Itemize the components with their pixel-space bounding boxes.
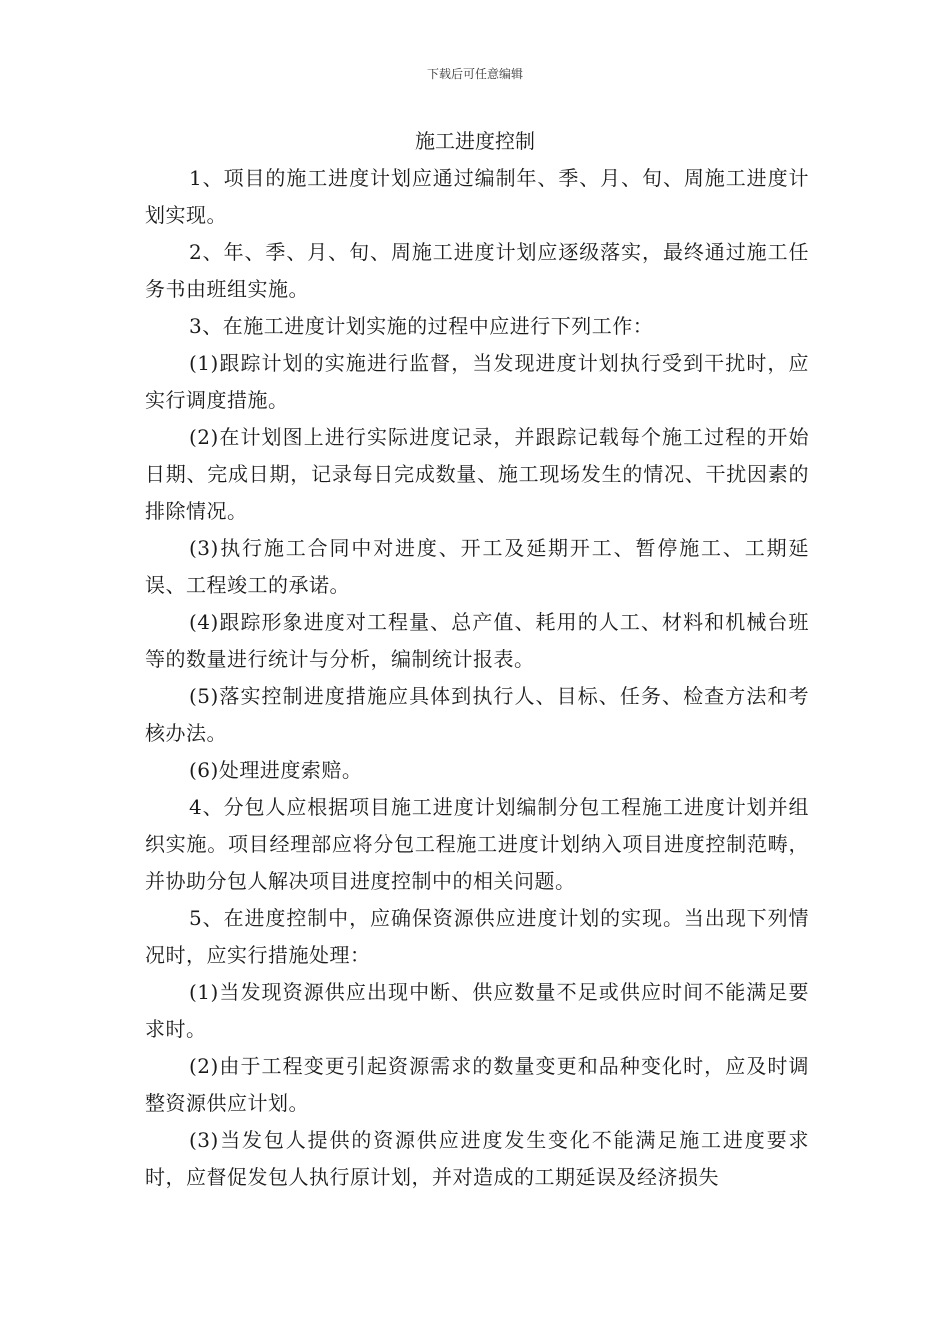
paragraph-3-item-1: (1)跟踪计划的实施进行监督，当发现进度计划执行受到干扰时，应实行调度措施。 [145, 351, 809, 412]
paragraph-3-item-6: (6)处理进度索赔。 [189, 758, 363, 782]
paragraph-1: 1、项目的施工进度计划应通过编制年、季、月、旬、周施工进度计划实现。 [145, 166, 809, 227]
paragraph-4: 4、分包人应根据项目施工进度计划编制分包工程施工进度计划并组织实施。项目经理部应将分包工程施工进度计划纳入项目进度控制范畴，并协助分包人解决项目进度控制中的相关问题。 [145, 795, 809, 893]
paragraph-5-item-2: (2)由于工程变更引起资源需求的数量变更和品种变化时，应及时调整资源供应计划。 [145, 1054, 809, 1115]
paragraph-3-item-5: (5)落实控制进度措施应具体到执行人、目标、任务、检查方法和考核办法。 [145, 684, 809, 745]
document-title: 施工进度控制 [415, 129, 535, 153]
watermark-header: 下载后可任意编辑 [426, 67, 523, 81]
paragraph-3-item-4: (4)跟踪形象进度对工程量、总产值、耗用的人工、材料和机械台班等的数量进行统计与分析，编制统计报表。 [145, 610, 809, 671]
paragraph-5-item-3: (3)当发包人提供的资源供应进度发生变化不能满足施工进度要求时，应督促发包人执行原计划，并对造成的工期延误及经济损失 [145, 1128, 809, 1189]
paragraph-2: 2、年、季、月、旬、周施工进度计划应逐级落实，最终通过施工任务书由班组实施。 [145, 240, 809, 301]
paragraph-3-item-2: (2)在计划图上进行实际进度记录，并跟踪记载每个施工过程的开始日期、完成日期，记录每日完成数量、施工现场发生的情况、干扰因素的排除情况。 [145, 425, 809, 523]
document-body [145, 160, 809, 1196]
paragraph-5-item-1: (1)当发现资源供应出现中断、供应数量不足或供应时间不能满足要求时。 [145, 980, 809, 1041]
paragraph-3: 3、在施工进度计划实施的过程中应进行下列工作： [189, 314, 654, 338]
paragraph-5: 5、在进度控制中，应确保资源供应进度计划的实现。当出现下列情况时，应实行措施处理： [145, 906, 809, 967]
paragraph-3-item-3: (3)执行施工合同中对进度、开工及延期开工、暂停施工、工期延误、工程竣工的承诺。 [145, 536, 809, 597]
